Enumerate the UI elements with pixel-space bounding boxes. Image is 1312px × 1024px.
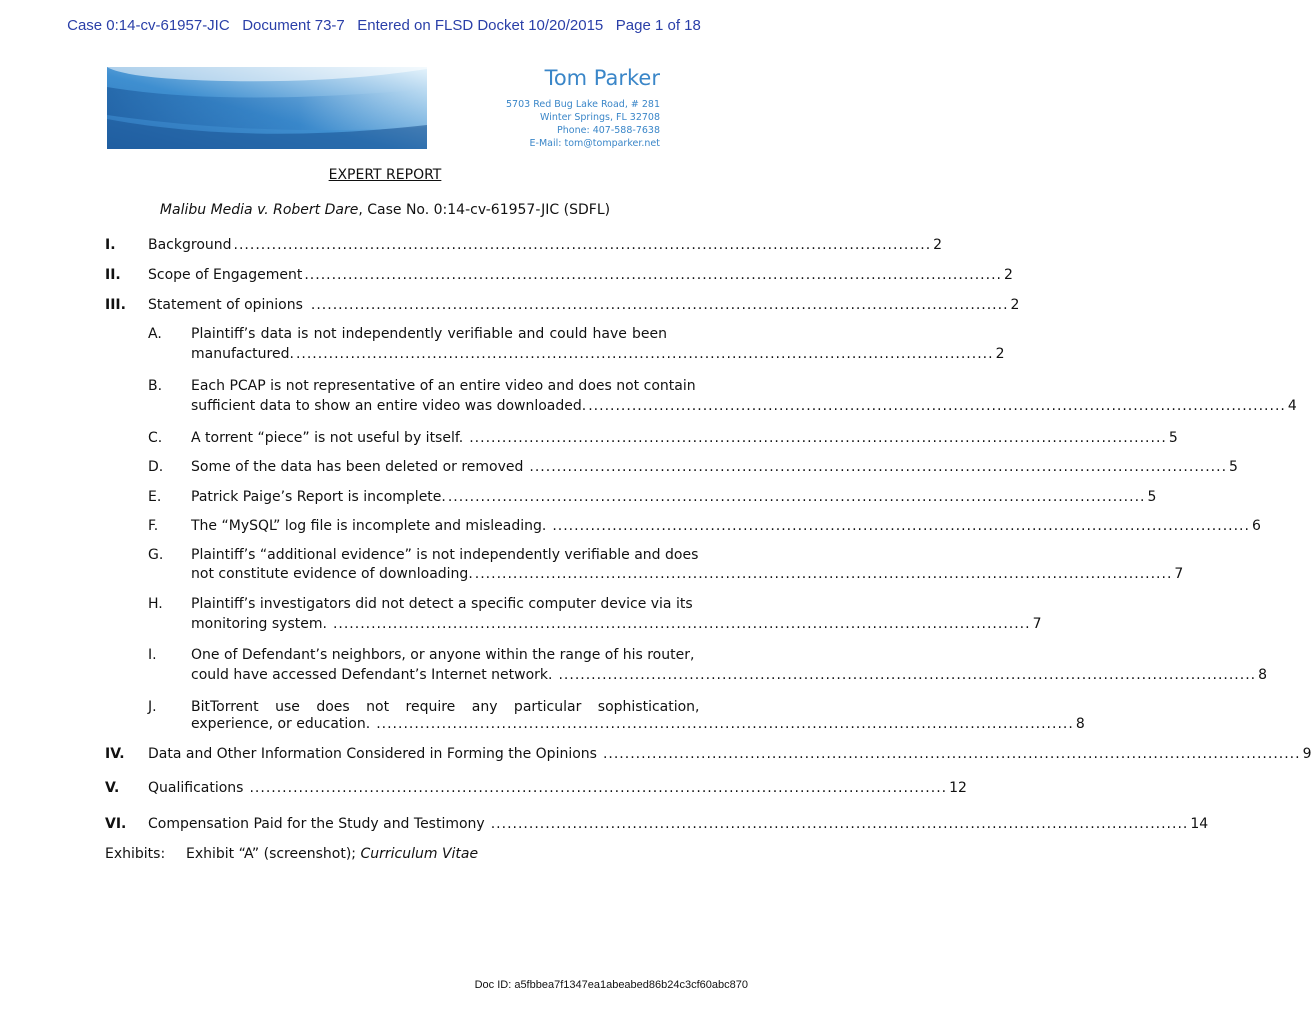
exhibits-text: Exhibit “A” (screenshot); — [186, 846, 361, 862]
toc-entry-text: Patrick Paige’s Report is incomplete. — [191, 489, 446, 505]
exhibits-italic: Curriculum Vitae — [360, 846, 479, 862]
toc-leader: ................................................................................................................................ — [295, 346, 994, 362]
report-title: EXPERT REPORT — [328, 167, 442, 183]
letterhead-email: E-Mail: tom@tomparker.net — [529, 138, 660, 149]
letterhead-banner — [107, 67, 427, 149]
toc-num: V. — [105, 780, 120, 796]
toc-entry-text: sufficient data to show an entire video was downloaded. — [191, 398, 587, 414]
toc-entry-line: Plaintiff’s investigators did not detect a specific computer device via its — [191, 596, 693, 612]
toc-entry-line: BitTorrent use does not require any particular sophistication, — [191, 699, 700, 715]
toc-leader: ................................................................................................................................ — [249, 780, 948, 796]
toc-entry-text: Compensation Paid for the Study and Testimony — [148, 816, 485, 832]
case-caption — [0, 202, 770, 218]
toc-leader: ................................................................................................................................ — [376, 716, 1074, 732]
toc-entry-text: Qualifications — [148, 780, 244, 796]
toc-entry-text: Data and Other Information Considered in Forming the Opinions — [148, 746, 597, 762]
toc-leader: ................................................................................................................................ — [588, 398, 1286, 414]
toc-entry-page: 5 — [1229, 459, 1238, 475]
toc-entry-page: 4 — [1287, 398, 1297, 414]
doc-id: Doc ID: a5fbbea7f1347ea1abeabed86b24c3cf60abc870 — [474, 979, 748, 991]
document-number: Document 73-7 — [242, 17, 345, 34]
toc-entry-text: experience, or education. — [191, 716, 371, 732]
toc-entry-page: 8 — [1258, 667, 1268, 683]
toc-entry-text: A torrent “piece” is not useful by itself. — [191, 430, 464, 446]
toc-leader: ................................................................................................................................ — [310, 297, 1009, 313]
toc-num: H. — [148, 596, 163, 612]
toc-leader: ................................................................................................................................ — [332, 616, 1031, 632]
toc-num: VI. — [105, 816, 127, 832]
toc-entry — [191, 428, 1178, 448]
docket-entry: Entered on FLSD Docket 10/20/2015 — [357, 17, 604, 34]
toc-entry-line: Each PCAP is not representative of an entire video and does not contain — [191, 378, 696, 394]
toc-leader: ................................................................................................................................ — [304, 267, 1002, 283]
letterhead-name: Tom Parker — [544, 66, 660, 90]
toc-entry — [191, 457, 1238, 477]
toc-entry-page: 5 — [1168, 430, 1178, 446]
toc-entry-page: 9 — [1302, 746, 1312, 762]
toc-num: J. — [148, 699, 157, 715]
exhibits-list — [186, 846, 478, 862]
toc-entry-page: 14 — [1190, 816, 1209, 832]
toc-entry-line: One of Defendant’s neighbors, or anyone within the range of his router, — [191, 647, 695, 663]
toc-entry-page: 8 — [1075, 716, 1085, 732]
toc-leader: ................................................................................................................................ — [602, 746, 1301, 762]
toc-num: III. — [105, 297, 126, 313]
toc-entry-page: 2 — [995, 346, 1005, 362]
toc-entry-text: manufactured. — [191, 346, 294, 362]
toc-entry-page: 7 — [1174, 566, 1184, 582]
toc-entry-page: 2 — [933, 237, 943, 253]
toc-entry — [148, 235, 943, 255]
toc-num: F. — [148, 518, 159, 534]
toc-num: IV. — [105, 746, 125, 762]
toc-entry — [191, 516, 1261, 536]
toc-leader: ................................................................................................................................ — [447, 489, 1146, 505]
toc-entry — [148, 265, 1013, 285]
toc-entry — [148, 778, 967, 798]
toc-entry-text: Background — [148, 237, 232, 253]
toc-leader: ................................................................................................................................ — [469, 430, 1167, 446]
toc-entry — [191, 665, 1268, 685]
toc-leader: ................................................................................................................................ — [558, 667, 1257, 683]
toc-num: I. — [105, 237, 116, 253]
toc-entry — [191, 714, 1085, 734]
toc-num: B. — [148, 378, 163, 394]
toc-entry-page: 7 — [1032, 616, 1042, 632]
exhibits-label: Exhibits: — [105, 846, 166, 862]
toc-entry-page: 2 — [1010, 297, 1020, 313]
toc-leader: ................................................................................................................................ — [233, 237, 932, 253]
toc-entry-text: The “MySQL” log file is incomplete and misleading. — [191, 518, 547, 534]
toc-num: G. — [148, 547, 164, 563]
case-parties: Malibu Media v. Robert Dare — [159, 202, 359, 218]
toc-entry-text: Some of the data has been deleted or removed — [191, 459, 524, 475]
toc-entry-text: monitoring system. — [191, 616, 327, 632]
toc-leader: ................................................................................................................................ — [529, 459, 1228, 475]
toc-entry — [191, 614, 1042, 634]
toc-entry-text: not constitute evidence of downloading. — [191, 566, 473, 582]
case-detail: , Case No. 0:14-cv-61957-JIC (SDFL) — [358, 202, 611, 218]
toc-entry-text: Statement of opinions — [148, 297, 303, 313]
toc-entry — [148, 814, 1209, 834]
toc-leader: ................................................................................................................................ — [490, 816, 1189, 832]
toc-leader: ................................................................................................................................ — [552, 518, 1250, 534]
toc-entry-page: 12 — [949, 780, 967, 796]
toc-entry — [191, 344, 1005, 364]
toc-entry — [148, 295, 1020, 315]
case-number: Case 0:14-cv-61957-JIC — [67, 17, 230, 34]
toc-entry-line: Plaintiff’s “additional evidence” is not independently verifiable and does — [191, 547, 699, 563]
toc-entry — [191, 564, 1184, 584]
toc-num: D. — [148, 459, 164, 475]
toc-num: E. — [148, 489, 162, 505]
toc-entry — [191, 396, 1297, 416]
letterhead-address-line2: Winter Springs, FL 32708 — [540, 112, 660, 123]
toc-entry — [191, 487, 1157, 507]
toc-entry-text: could have accessed Defendant’s Internet network. — [191, 667, 553, 683]
toc-num: A. — [148, 326, 162, 342]
toc-entry-page: 2 — [1003, 267, 1013, 283]
toc-num: II. — [105, 267, 121, 283]
letterhead-phone: Phone: 407-588-7638 — [557, 125, 660, 136]
toc-entry-line: Plaintiff’s data is not independently verifiable and could have been — [191, 326, 667, 342]
toc-entry-page: 6 — [1251, 518, 1261, 534]
toc-entry — [148, 744, 1312, 764]
toc-entry-page: 5 — [1147, 489, 1157, 505]
court-header — [0, 17, 768, 34]
toc-leader: ................................................................................................................................ — [474, 566, 1173, 582]
toc-num: I. — [148, 647, 157, 663]
toc-num: C. — [148, 430, 163, 446]
toc-entry-text: Scope of Engagement — [148, 267, 303, 283]
letterhead-address-line1: 5703 Red Bug Lake Road, # 281 — [506, 99, 660, 110]
page-indicator: Page 1 of 18 — [615, 17, 701, 34]
